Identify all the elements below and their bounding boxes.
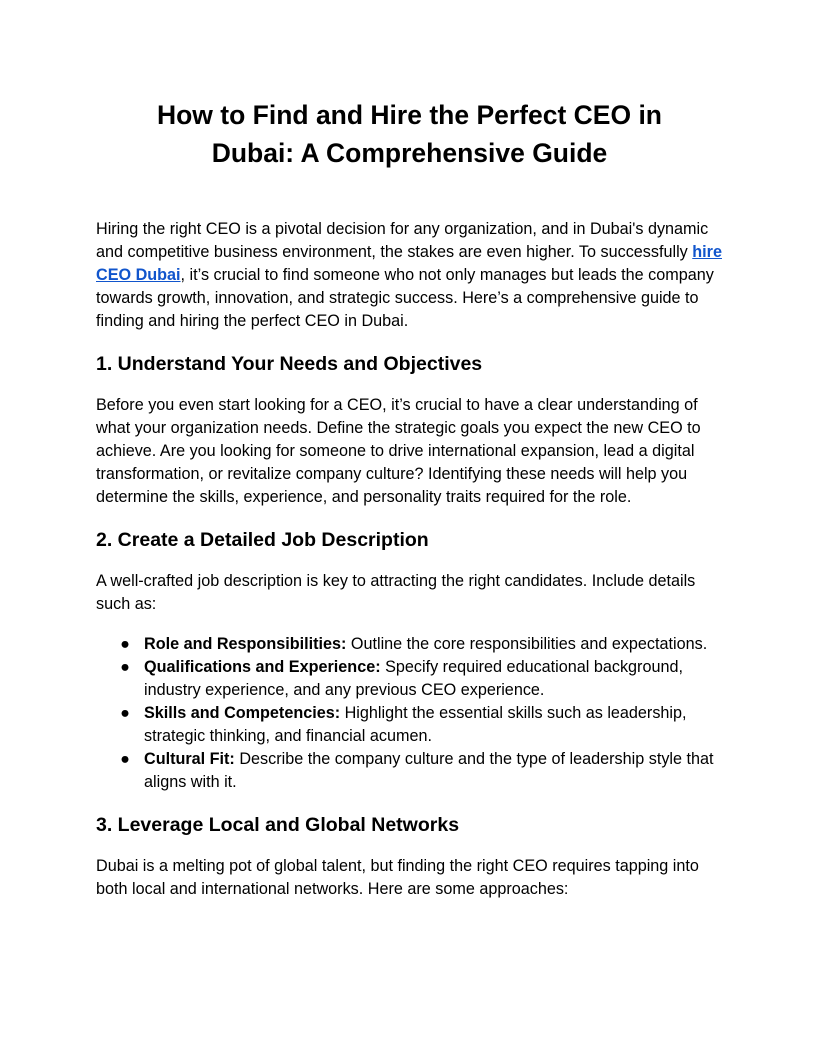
list-item bbox=[96, 702, 723, 748]
list-item-label: Role and Responsibilities: bbox=[144, 635, 347, 653]
hire-ceo-dubai-link[interactable]: hire CEO Dubai bbox=[96, 243, 722, 284]
intro-text-before-link: Hiring the right CEO is a pivotal decision for any organization, and in Dubai's dynamic and competitive business environment, the stakes are even higher. To successfully bbox=[96, 220, 709, 261]
job-description-list bbox=[96, 633, 723, 794]
section-1-heading: 1. Understand Your Needs and Objectives bbox=[96, 353, 483, 375]
list-item-label: Qualifications and Experience: bbox=[144, 658, 381, 676]
list-item-label: Cultural Fit: bbox=[144, 750, 235, 768]
list-item-label: Skills and Competencies: bbox=[144, 704, 341, 722]
bullet-icon: ● bbox=[120, 635, 130, 653]
intro-text-after-link: , it’s crucial to find someone who not only manages but leads the company towards growth, innovation, and strategic success. Here’s a comprehensive guide to finding and hiring the perfect CEO in Dubai. bbox=[96, 266, 714, 330]
section-2-heading: 2. Create a Detailed Job Description bbox=[96, 529, 429, 551]
list-item-text: Describe the company culture and the type of leadership style that aligns with it. bbox=[144, 750, 714, 791]
bullet-icon: ● bbox=[120, 704, 130, 722]
list-item bbox=[96, 633, 723, 656]
document-page bbox=[96, 96, 723, 901]
document-title: How to Find and Hire the Perfect CEO in Dubai: A Comprehensive Guide bbox=[156, 100, 662, 168]
list-item-text: Specify required educational background, industry experience, and any previous CEO experience. bbox=[144, 658, 683, 699]
section-3-paragraph: Dubai is a melting pot of global talent, but finding the right CEO requires tapping into both local and international networks. Here are some approaches: bbox=[96, 857, 699, 898]
list-item bbox=[96, 748, 723, 794]
intro-paragraph bbox=[96, 218, 723, 333]
bullet-icon: ● bbox=[120, 750, 130, 768]
list-item bbox=[96, 656, 723, 702]
section-2-paragraph: A well-crafted job description is key to attracting the right candidates. Include details such as: bbox=[96, 572, 696, 613]
section-1-paragraph: Before you even start looking for a CEO, it’s crucial to have a clear understanding of what your organization needs. Define the strategic goals you expect the new CEO to achieve. Are you looking for someone to drive international expansion, lead a digital transformation, or revitalize company culture? Identifying these needs will help you determine the skills, experience, and personality traits required for the role. bbox=[96, 396, 701, 506]
bullet-icon: ● bbox=[120, 658, 130, 676]
section-3-heading: 3. Leverage Local and Global Networks bbox=[96, 814, 460, 836]
list-item-text: Outline the core responsibilities and expectations. bbox=[346, 635, 708, 653]
list-item-text: Highlight the essential skills such as leadership, strategic thinking, and financial acumen. bbox=[144, 704, 687, 745]
